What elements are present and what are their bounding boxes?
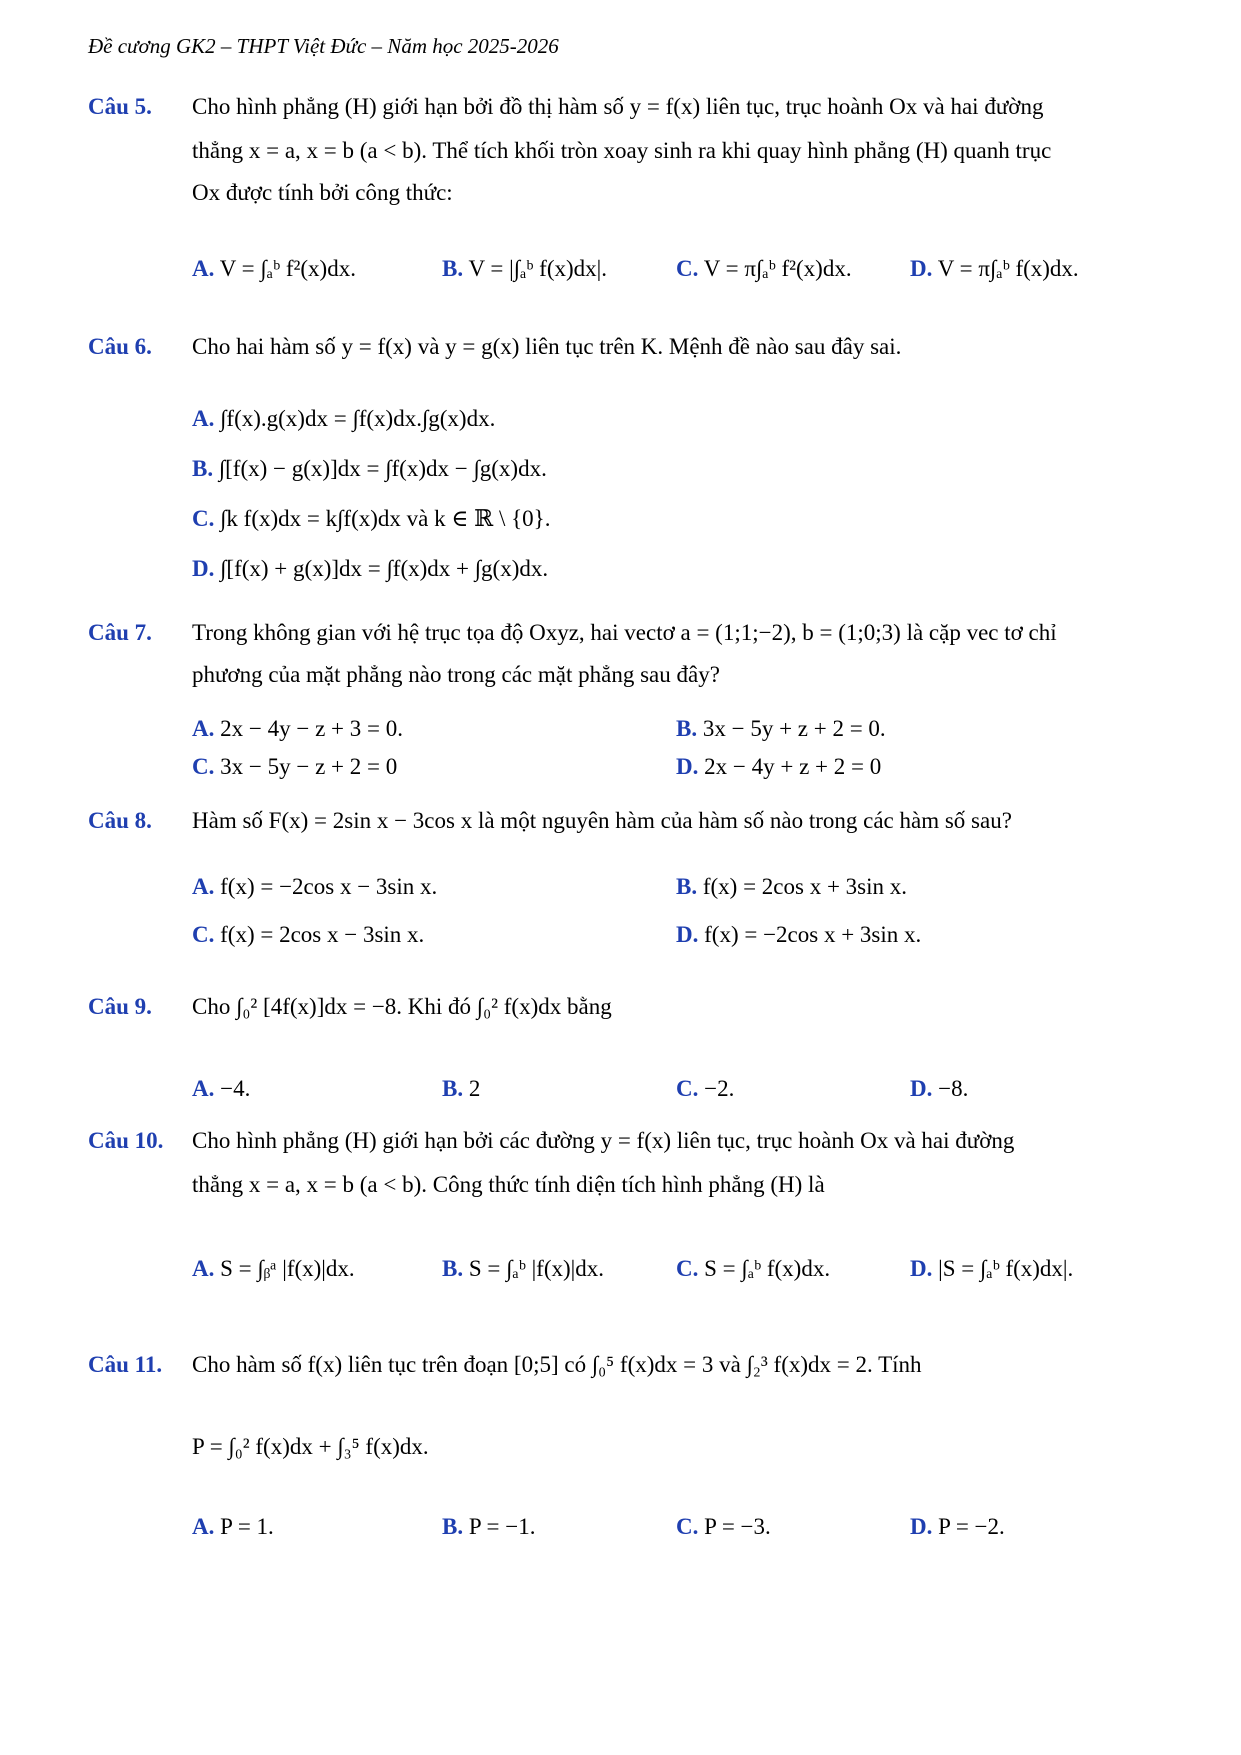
- question-6-option-d[interactable]: D. ∫[f(x) + g(x)]dx = ∫f(x)dx + ∫g(x)dx.: [192, 556, 549, 581]
- question-8-line-1: Hàm số F(x) = 2sin x − 3cos x là một nguyên hàm của hàm số nào trong các hàm số sau?: [192, 808, 1012, 833]
- question-11-option-d[interactable]: D. P = −2.: [910, 1514, 1005, 1539]
- question-7-line-1: Trong không gian với hệ trục tọa độ Oxyz, hai vectơ a = (1;1;−2), b = (1;0;3) là cặp vec tơ chỉ: [192, 620, 1057, 645]
- question-8-option-b[interactable]: B. f(x) = 2cos x + 3sin x.: [676, 874, 908, 899]
- question-5-number: Câu 5.: [88, 94, 152, 119]
- question-11-line-2: P = ∫₀² f(x)dx + ∫₃⁵ f(x)dx.: [192, 1434, 429, 1459]
- question-9-option-d[interactable]: D. −8.: [910, 1076, 969, 1101]
- question-6-line-1: Cho hai hàm số y = f(x) và y = g(x) liên tục trên K. Mệnh đề nào sau đây sai.: [192, 334, 902, 359]
- question-6-option-a[interactable]: A. ∫f(x).g(x)dx = ∫f(x)dx.∫g(x)dx.: [192, 406, 496, 431]
- question-10-option-a[interactable]: A. S = ∫ᵦᵃ |f(x)|dx.: [192, 1256, 355, 1281]
- question-9-line-1: Cho ∫₀² [4f(x)]dx = −8. Khi đó ∫₀² f(x)dx bằng: [192, 994, 612, 1019]
- question-8-option-d[interactable]: D. f(x) = −2cos x + 3sin x.: [676, 922, 922, 947]
- question-9-option-b[interactable]: B. 2: [442, 1076, 481, 1101]
- question-6-option-c[interactable]: C. ∫k f(x)dx = k∫f(x)dx và k ∈ ℝ \ {0}.: [192, 506, 551, 531]
- question-10-option-d[interactable]: D. |S = ∫ₐᵇ f(x)dx|.: [910, 1256, 1074, 1281]
- question-10-option-b[interactable]: B. S = ∫ₐᵇ |f(x)|dx.: [442, 1256, 605, 1281]
- question-9-option-a[interactable]: A. −4.: [192, 1076, 251, 1101]
- question-6-number: Câu 6.: [88, 334, 152, 359]
- question-5-line-3: Ox được tính bởi công thức:: [192, 180, 453, 205]
- question-11-option-a[interactable]: A. P = 1.: [192, 1514, 274, 1539]
- question-7-option-a[interactable]: A. 2x − 4y − z + 3 = 0.: [192, 716, 403, 741]
- question-8-option-c[interactable]: C. f(x) = 2cos x − 3sin x.: [192, 922, 425, 947]
- question-7-number: Câu 7.: [88, 620, 152, 645]
- question-7-option-d[interactable]: D. 2x − 4y + z + 2 = 0: [676, 754, 882, 779]
- question-8-number: Câu 8.: [88, 808, 152, 833]
- question-10-line-2: thẳng x = a, x = b (a < b). Công thức tính diện tích hình phẳng (H) là: [192, 1172, 825, 1197]
- question-6-option-b[interactable]: B. ∫[f(x) − g(x)]dx = ∫f(x)dx − ∫g(x)dx.: [192, 456, 547, 481]
- question-9-option-c[interactable]: C. −2.: [676, 1076, 735, 1101]
- question-10-option-c[interactable]: C. S = ∫ₐᵇ f(x)dx.: [676, 1256, 831, 1281]
- question-5-option-a[interactable]: A. V = ∫ₐᵇ f²(x)dx.: [192, 256, 356, 281]
- question-7-line-2: phương của mặt phẳng nào trong các mặt phẳng sau đây?: [192, 662, 720, 687]
- question-5-option-c[interactable]: C. V = π∫ₐᵇ f²(x)dx.: [676, 256, 852, 281]
- question-10-line-1: Cho hình phẳng (H) giới hạn bởi các đường y = f(x) liên tục, trục hoành Ox và hai đường: [192, 1128, 1015, 1153]
- question-11-option-b[interactable]: B. P = −1.: [442, 1514, 536, 1539]
- question-10-number: Câu 10.: [88, 1128, 164, 1153]
- page-header: Đề cương GK2 – THPT Việt Đức – Năm học 2025-2026: [88, 34, 559, 58]
- question-5-line-1: Cho hình phẳng (H) giới hạn bởi đồ thị hàm số y = f(x) liên tục, trục hoành Ox và hai đường: [192, 94, 1044, 119]
- question-11-line-1: Cho hàm số f(x) liên tục trên đoạn [0;5] có ∫₀⁵ f(x)dx = 3 và ∫₂³ f(x)dx = 2. Tính: [192, 1352, 922, 1377]
- question-5-line-2: thẳng x = a, x = b (a < b). Thể tích khối tròn xoay sinh ra khi quay hình phẳng (H) quanh trục: [192, 138, 1052, 163]
- question-11-option-c[interactable]: C. P = −3.: [676, 1514, 771, 1539]
- question-7-option-c[interactable]: C. 3x − 5y − z + 2 = 0: [192, 754, 398, 779]
- question-5-option-b[interactable]: B. V = |∫ₐᵇ f(x)dx|.: [442, 256, 607, 281]
- question-7-option-b[interactable]: B. 3x − 5y + z + 2 = 0.: [676, 716, 886, 741]
- question-5-option-d[interactable]: D. V = π∫ₐᵇ f(x)dx.: [910, 256, 1079, 281]
- question-8-option-a[interactable]: A. f(x) = −2cos x − 3sin x.: [192, 874, 438, 899]
- question-9-number: Câu 9.: [88, 994, 152, 1019]
- question-11-number: Câu 11.: [88, 1352, 163, 1377]
